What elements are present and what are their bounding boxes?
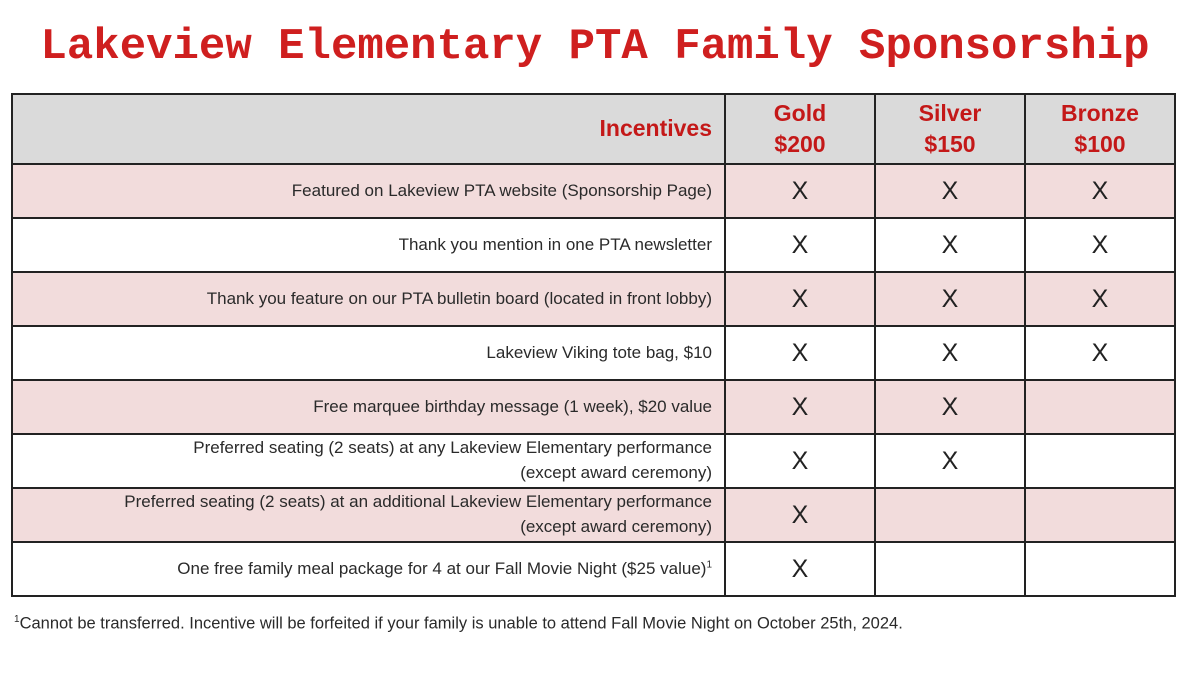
tier-name: Silver (918, 99, 982, 126)
silver-mark (875, 542, 1025, 596)
tier-name: Bronze (1061, 99, 1139, 126)
table-row (12, 542, 1175, 596)
gold-mark: X (725, 272, 875, 326)
incentive-cell (12, 218, 725, 272)
incentive-cell (12, 380, 725, 434)
bronze-mark (1025, 380, 1175, 434)
bronze-mark: X (1025, 164, 1175, 218)
gold-mark: X (725, 218, 875, 272)
incentive-text: Preferred seating (2 seats) at any Lakeview Elementary performance (193, 438, 712, 458)
table-row (12, 326, 1175, 380)
bronze-mark: X (1025, 272, 1175, 326)
footnote-text: Cannot be transferred. Incentive will be forfeited if your family is unable to attend Fall Movie Night on October 25th, 2024. (19, 614, 903, 633)
incentive-text-line2: (except award ceremony) (520, 517, 712, 536)
incentive-cell (12, 434, 725, 488)
silver-mark: X (875, 326, 1025, 380)
tier-price: $200 (774, 131, 826, 157)
incentives-header: Incentives (12, 94, 725, 164)
silver-mark: X (875, 380, 1025, 434)
page-title: Lakeview Elementary PTA Family Sponsorship (40, 22, 1150, 72)
bronze-mark (1025, 434, 1175, 488)
sponsorship-table (11, 93, 1176, 597)
silver-mark (875, 488, 1025, 542)
bronze-mark: X (1025, 326, 1175, 380)
gold-mark: X (725, 326, 875, 380)
incentive-text: One free family meal package for 4 at our Fall Movie Night ($25 value) (177, 558, 707, 578)
incentive-cell (12, 272, 725, 326)
gold-mark: X (725, 380, 875, 434)
incentive-cell (12, 488, 725, 542)
table-row (12, 164, 1175, 218)
table-row (12, 434, 1175, 488)
gold-mark: X (725, 542, 875, 596)
bronze-mark (1025, 542, 1175, 596)
table-header-row (12, 94, 1175, 164)
table-row (12, 218, 1175, 272)
bronze-mark: X (1025, 218, 1175, 272)
tier-price: $150 (924, 131, 976, 157)
silver-mark: X (875, 434, 1025, 488)
tier-header-gold (725, 94, 875, 164)
silver-mark: X (875, 272, 1025, 326)
table-row (12, 380, 1175, 434)
tier-header-silver (875, 94, 1025, 164)
incentive-text: Preferred seating (2 seats) at an additional Lakeview Elementary performance (124, 492, 712, 512)
footnote-ref: 1 (706, 559, 712, 571)
table-row (12, 272, 1175, 326)
bronze-mark (1025, 488, 1175, 542)
incentive-text: Thank you feature on our PTA bulletin board (located in front lobby) (206, 288, 712, 308)
tier-name: Gold (773, 99, 827, 126)
silver-mark: X (875, 218, 1025, 272)
gold-mark: X (725, 164, 875, 218)
incentive-text: Featured on Lakeview PTA website (Sponsorship Page) (291, 180, 712, 200)
incentive-cell (12, 542, 725, 596)
gold-mark: X (725, 434, 875, 488)
incentive-cell (12, 164, 725, 218)
incentive-text: Free marquee birthday message (1 week), $20 value (313, 396, 712, 416)
table-row (12, 488, 1175, 542)
silver-mark: X (875, 164, 1025, 218)
tier-header-bronze (1025, 94, 1175, 164)
footnote-marker: 1 (14, 614, 20, 625)
incentive-cell (12, 326, 725, 380)
incentive-text: Thank you mention in one PTA newsletter (398, 234, 712, 254)
tier-price: $100 (1074, 131, 1126, 157)
footnote (14, 614, 903, 634)
gold-mark: X (725, 488, 875, 542)
incentive-text: Lakeview Viking tote bag, $10 (486, 342, 712, 362)
incentive-text-line2: (except award ceremony) (520, 463, 712, 482)
